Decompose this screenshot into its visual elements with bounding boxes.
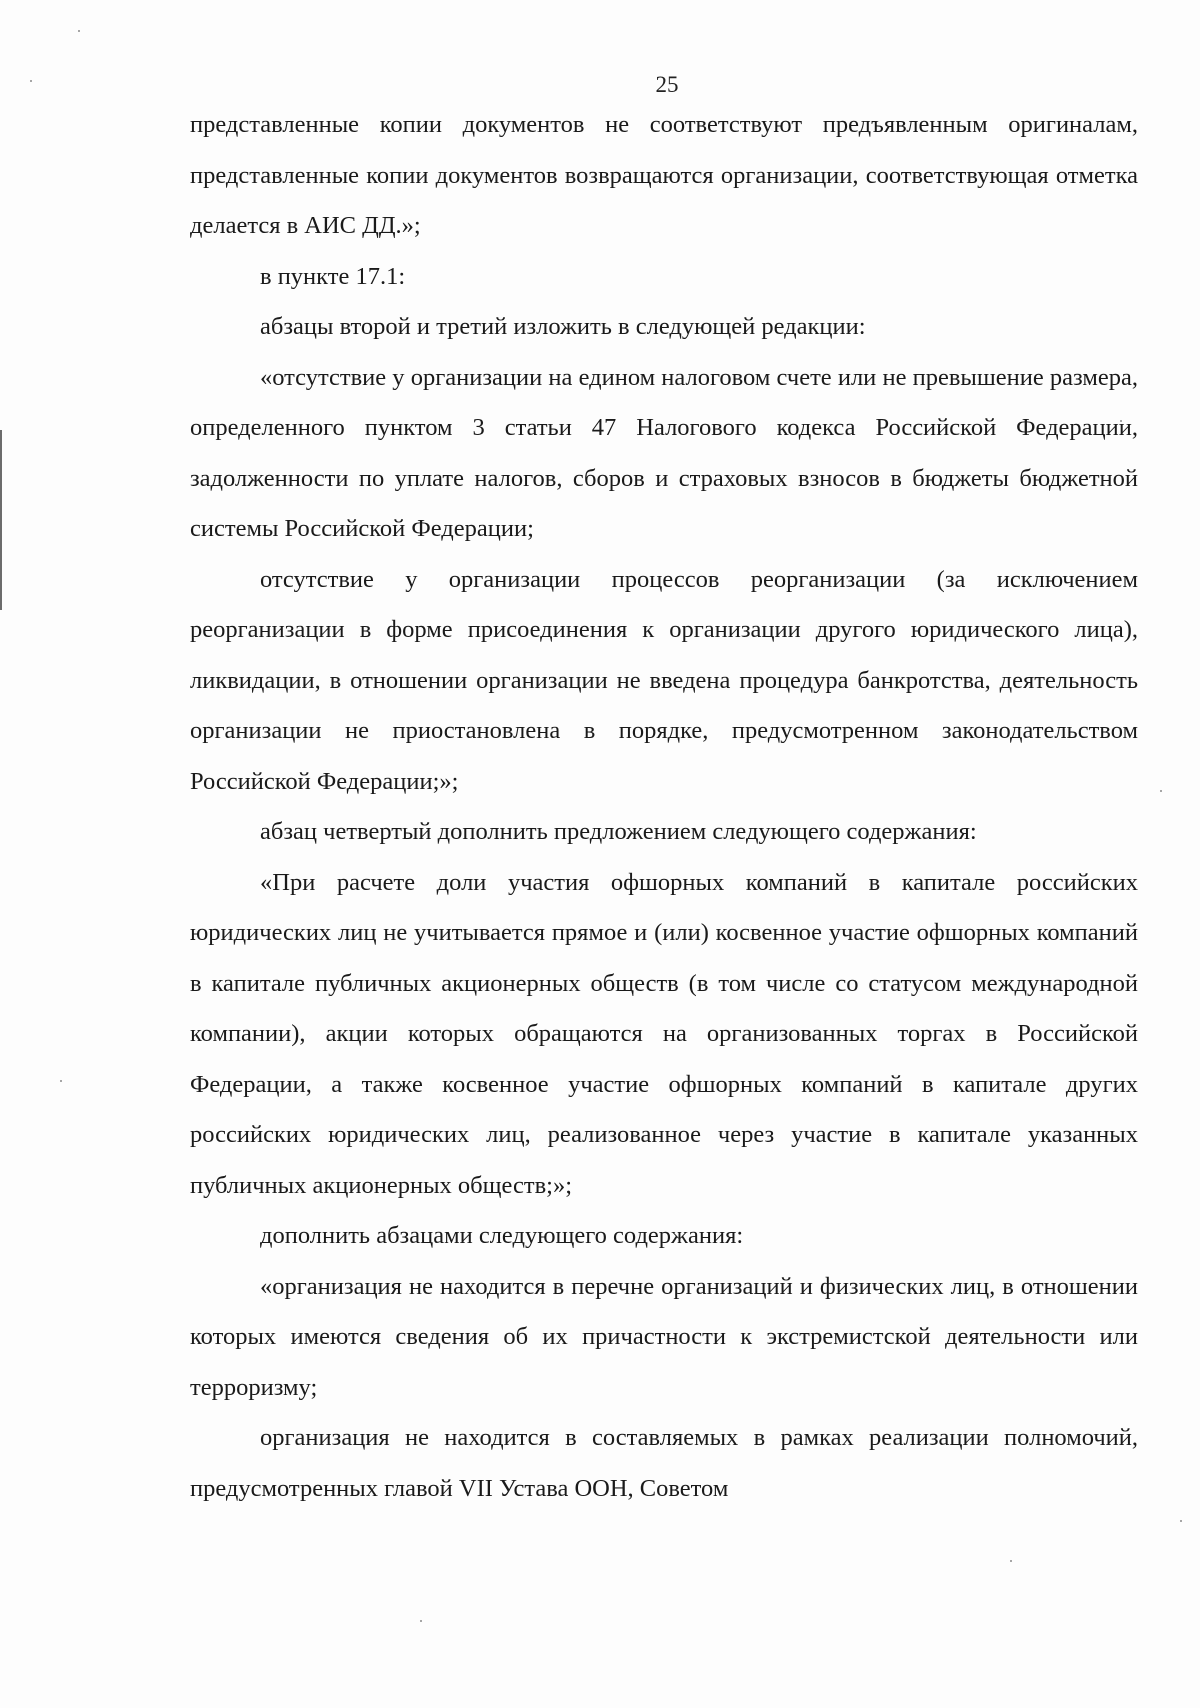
body-paragraph: «отсутствие у организации на едином налоговом счете или не превышение размера, определенного пунктом 3 статьи 47 Налогового кодекса Российской Федерации, задолженности по уплате налогов, сборов и страховых взносов в бюджеты бюджетной системы Российской Федерации;	[190, 363, 1138, 542]
body-paragraph: представленные копии документов не соответствуют предъявленным оригиналам, представленные копии документов возвращаются организации, соответствующая отметка делается в АИС ДД.»;	[190, 111, 1138, 239]
document-body	[190, 100, 1138, 1514]
body-paragraph: «При расчете доли участия офшорных компаний в капитале российских юридических лиц не учитывается прямое и (или) косвенное участие офшорных компаний в капитале публичных акционерных обществ (в том числе со статусом международной компании), акции которых обращаются на организованных торгах в Российской Федерации, а также косвенное участие офшорных компаний в капитале других российских юридических лиц, реализованное через участие в капитале указанных публичных акционерных обществ;»;	[190, 868, 1138, 1199]
scan-speck	[78, 30, 80, 32]
body-paragraph: абзацы второй и третий изложить в следующей редакции:	[260, 313, 866, 340]
body-paragraph: «организация не находится в перечне организаций и физических лиц, в отношении которых имеются сведения об их причастности к экстремистской деятельности или терроризму;	[190, 1272, 1138, 1401]
page-number: 25	[655, 72, 679, 97]
scan-speck	[60, 1080, 62, 1082]
scan-speck	[1180, 1520, 1182, 1522]
body-paragraph: организация не находится в составляемых в рамках реализации полномочий, предусмотренных главой VII Устава ООН, Советом	[190, 1424, 1138, 1502]
scan-speck	[1160, 790, 1162, 792]
scan-speck	[1010, 1560, 1012, 1562]
body-paragraph: дополнить абзацами следующего содержания:	[260, 1222, 744, 1249]
scan-speck	[420, 1620, 422, 1622]
body-paragraph: отсутствие у организации процессов реорганизации (за исключением реорганизации в форме присоединения к организации другого юридического лица), ликвидации, в отношении организации не введена процедура банкротства, деятельность организации не приостановлена в порядке, предусмотренном законодательством Российской Федерации;»;	[190, 565, 1138, 795]
scan-edge-line	[0, 430, 2, 610]
body-paragraph: абзац четвертый дополнить предложением следующего содержания:	[260, 818, 977, 845]
body-paragraph: в пункте 17.1:	[260, 262, 406, 290]
